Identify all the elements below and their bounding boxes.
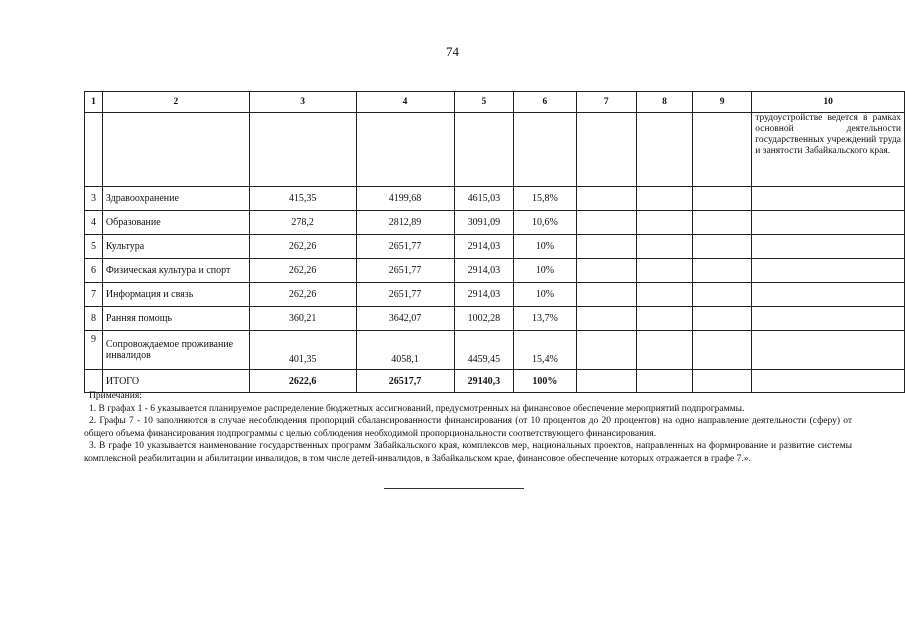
cell-value: 2651,77: [356, 259, 454, 283]
cell-value: 4058,1: [356, 331, 454, 370]
cell-value: 13,7%: [514, 307, 576, 331]
row-number: 7: [85, 283, 103, 307]
cell-value: 10%: [514, 235, 576, 259]
cell-value: 262,26: [249, 259, 356, 283]
column-header: 7: [576, 92, 636, 113]
table-header-row: [85, 92, 905, 113]
column-header: 1: [85, 92, 103, 113]
row-name: Информация и связь: [102, 283, 249, 307]
cell-value: 262,26: [249, 283, 356, 307]
row-number: 9: [85, 331, 103, 370]
row-name: Образование: [102, 211, 249, 235]
page-number: 74: [446, 44, 459, 59]
table-row: [85, 331, 905, 370]
cell-value: 401,35: [249, 331, 356, 370]
cell-value: 2651,77: [356, 283, 454, 307]
row-name: Сопровождаемое проживание инвалидов: [102, 331, 249, 370]
column-header: 6: [514, 92, 576, 113]
cell-value: 2651,77: [356, 235, 454, 259]
column-header: 8: [636, 92, 692, 113]
table-row: [85, 211, 905, 235]
cell-value: 4615,03: [454, 187, 514, 211]
cell-value: 2914,03: [454, 235, 514, 259]
cell-value: 15,4%: [514, 331, 576, 370]
cell-value: 360,21: [249, 307, 356, 331]
note-item: 2. Графы 7 - 10 заполняются в случае несоблюдения пропорций сбалансированности финансирования (от 10 процентов до 20 процентов) на одно направление деятельности (сферу) от общего объема финансирования подпрограммы с целью соблюдения необходимой пропорциональности соответствующего финансирования.: [84, 416, 852, 439]
table-row: [85, 307, 905, 331]
cell-value: 262,26: [249, 235, 356, 259]
continuation-row: [85, 113, 905, 187]
table-row: [85, 259, 905, 283]
cell-value: 10%: [514, 283, 576, 307]
cell-value: 4199,68: [356, 187, 454, 211]
cell-value: 2914,03: [454, 259, 514, 283]
cell-value: 2812,89: [356, 211, 454, 235]
cell-value: 15,8%: [514, 187, 576, 211]
total-value: 100%: [514, 370, 576, 393]
total-value: 2622,6: [249, 370, 356, 393]
end-divider: [384, 488, 524, 489]
cell-value: 1002,28: [454, 307, 514, 331]
total-value: 26517,7: [356, 370, 454, 393]
row-number: 4: [85, 211, 103, 235]
cell-value: 3642,07: [356, 307, 454, 331]
note-item: 1. В графах 1 - 6 указывается планируемое распределение бюджетных ассигнований, предусмотренных на финансовое обеспечение мероприятий подпрограммы.: [89, 403, 745, 414]
cell-value: 278,2: [249, 211, 356, 235]
row-name: Культура: [102, 235, 249, 259]
row-number: 3: [85, 187, 103, 211]
column-header: 2: [102, 92, 249, 113]
cell-value: 3091,09: [454, 211, 514, 235]
notes-title: Примечания:: [89, 391, 142, 401]
column-header: 3: [249, 92, 356, 113]
continuation-text: трудоустройстве ведется в рамках основной деятельности государственных учреждений труда и занятости Забайкальского края.: [752, 113, 905, 187]
total-label: ИТОГО: [102, 370, 249, 393]
table-row: [85, 283, 905, 307]
cell-value: 2914,03: [454, 283, 514, 307]
column-header: 4: [356, 92, 454, 113]
column-header: 9: [693, 92, 752, 113]
column-header: 5: [454, 92, 514, 113]
row-name: Ранняя помощь: [102, 307, 249, 331]
budget-table: [84, 91, 905, 393]
row-name: Здравоохранение: [102, 187, 249, 211]
row-number: 6: [85, 259, 103, 283]
table-row: [85, 235, 905, 259]
cell-value: 10%: [514, 259, 576, 283]
cell-value: 4459,45: [454, 331, 514, 370]
row-number: 8: [85, 307, 103, 331]
table-row: [85, 187, 905, 211]
row-name: Физическая культура и спорт: [102, 259, 249, 283]
cell-value: 415,35: [249, 187, 356, 211]
total-value: 29140,3: [454, 370, 514, 393]
cell-value: 10,6%: [514, 211, 576, 235]
column-header: 10: [752, 92, 905, 113]
note-item: 3. В графе 10 указывается наименование государственных программ Забайкальского края, комплексов мер, национальных проектов, направленных на формирование и развитие системы комплексной реабилитации и абилитации инвалидов, в том числе детей-инвалидов, в Забайкальском крае, финансовое обеспечение которых отражается в графе 7.».: [84, 441, 852, 464]
row-number: 5: [85, 235, 103, 259]
notes-section: [84, 390, 852, 465]
